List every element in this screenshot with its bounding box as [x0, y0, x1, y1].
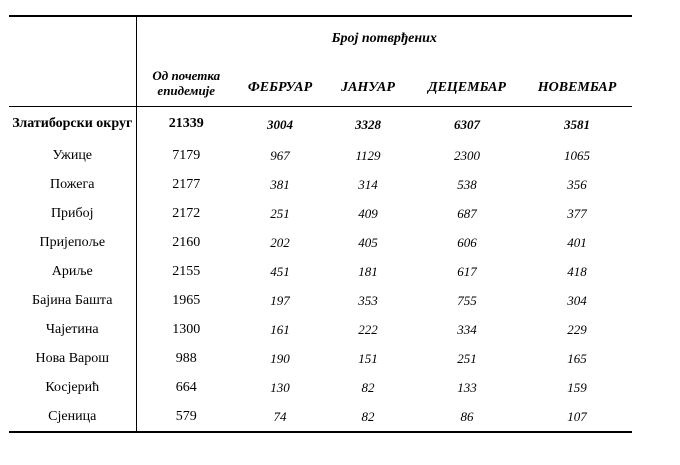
- cell-since-start: 2172: [172, 205, 201, 221]
- cell-december: 687: [457, 206, 477, 221]
- cell-since-start: 2155: [172, 263, 201, 279]
- municipality-name: Пријепоље: [9, 228, 136, 257]
- cell-january: 151: [358, 351, 378, 366]
- cell-january: 409: [358, 206, 378, 221]
- column-header-december: ДЕЦЕМБАР: [412, 61, 522, 107]
- cell-november: 377: [567, 206, 587, 221]
- cell-january: 82: [361, 380, 375, 395]
- cell-february: 190: [270, 351, 290, 366]
- municipality-name: Ариље: [9, 257, 136, 286]
- municipality-name: Чајетина: [9, 315, 136, 344]
- table-row: [9, 141, 632, 170]
- cell-november: 165: [567, 351, 587, 366]
- table-row: [9, 344, 632, 373]
- cell-november: 356: [567, 177, 587, 192]
- cell-january: 353: [358, 293, 378, 308]
- cell-december: 606: [457, 235, 477, 250]
- cell-since-start: 579: [136, 402, 236, 432]
- column-header-february: ФЕБРУАР: [236, 61, 324, 107]
- cell-december: 538: [457, 177, 477, 192]
- total-february: 3004: [267, 116, 293, 132]
- cell-november: 159: [567, 380, 587, 395]
- municipality-name: Ужице: [9, 141, 136, 170]
- total-since-start: 21339: [168, 116, 204, 131]
- cell-february: 251: [270, 206, 290, 221]
- column-header-since-start: Од почетка епидемије: [136, 61, 236, 107]
- total-december: 6307: [454, 116, 480, 132]
- cell-february: 74: [236, 402, 324, 432]
- column-header-row: [9, 61, 632, 107]
- table-row: [9, 257, 632, 286]
- cell-february: 161: [270, 322, 290, 337]
- region-column-header: [9, 61, 136, 107]
- municipality-name: Косјерић: [9, 373, 136, 402]
- cell-december: 86: [412, 402, 522, 432]
- cell-november: 107: [522, 402, 632, 432]
- cell-since-start: 664: [175, 379, 197, 395]
- column-header-january: ЈАНУАР: [324, 61, 412, 107]
- cell-december: 755: [457, 293, 477, 308]
- cell-since-start: 2177: [172, 176, 201, 192]
- confirmed-cases-table: [9, 15, 632, 433]
- cell-december: 251: [457, 351, 477, 366]
- cell-february: 967: [270, 148, 290, 163]
- cell-january: 82: [324, 402, 412, 432]
- cell-november: 229: [567, 322, 587, 337]
- municipality-rows: [9, 141, 632, 432]
- municipality-name: Сјеница: [9, 402, 136, 432]
- table-row: [9, 315, 632, 344]
- total-row: [9, 107, 632, 142]
- cell-february: 202: [270, 235, 290, 250]
- table-row: [9, 170, 632, 199]
- municipality-name: Нова Варош: [9, 344, 136, 373]
- cell-november: 401: [567, 235, 587, 250]
- municipality-name: Бајина Башта: [9, 286, 136, 315]
- total-region-name: Златиборски округ: [9, 107, 136, 142]
- cell-december: 2300: [454, 148, 480, 163]
- cell-november: 1065: [564, 148, 591, 163]
- cell-since-start: 2160: [172, 234, 201, 250]
- table-row: [9, 286, 632, 315]
- municipality-name: Прибој: [9, 199, 136, 228]
- cell-since-start: 1300: [172, 321, 201, 337]
- column-header-november: НОВЕМБАР: [522, 61, 632, 107]
- table-row: [9, 228, 632, 257]
- cell-january: 181: [358, 264, 378, 279]
- cell-since-start: 1965: [172, 292, 201, 308]
- cell-february: 197: [270, 293, 290, 308]
- group-header: Број потврђених: [136, 16, 632, 61]
- cell-since-start: 988: [175, 350, 197, 366]
- cell-december: 617: [457, 264, 477, 279]
- cell-november: 304: [567, 293, 587, 308]
- municipality-name: Пожега: [9, 170, 136, 199]
- cell-february: 381: [270, 177, 290, 192]
- cell-november: 418: [567, 264, 587, 279]
- table-row: [9, 402, 632, 432]
- cell-december: 334: [457, 322, 477, 337]
- cell-february: 451: [270, 264, 290, 279]
- cell-january: 405: [358, 235, 378, 250]
- cell-january: 314: [358, 177, 378, 192]
- table-row: [9, 373, 632, 402]
- cell-december: 133: [457, 380, 477, 395]
- total-january: 3328: [355, 116, 381, 132]
- table-row: [9, 199, 632, 228]
- cell-since-start: 7179: [172, 147, 201, 163]
- group-header-row: [9, 16, 632, 61]
- cell-january: 222: [358, 322, 378, 337]
- cell-february: 130: [270, 380, 290, 395]
- total-november: 3581: [564, 116, 591, 132]
- cell-january: 1129: [355, 148, 381, 163]
- corner-cell: [9, 16, 136, 61]
